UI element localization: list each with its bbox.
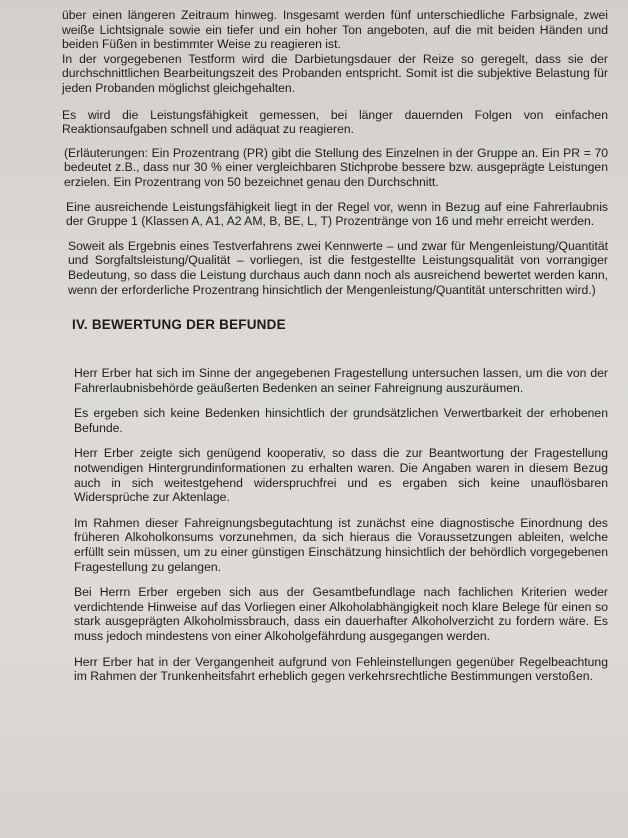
section-paragraph-6: Herr Erber hat in der Vergangenheit aufgrund von Fehleinstellungen gegenüber Regelbeachtung im Rahmen der Trunkenheitsfahrt erheblich gegen verkehrsrechtliche Bestimmungen verstoßen. [74, 654, 608, 684]
section-paragraph-3: Herr Erber zeigte sich genügend kooperativ, so dass die zur Beantwortung der Fragestellung notwendigen Hintergrundinformationen zu erhalten waren. Die Angaben waren in diesem Bezug auch in sich weitestgehend widerspruchfrei und es ergaben sich keine unauflösbaren Widersprüche zur Aktenlage. [74, 446, 608, 505]
explanation-paragraph: (Erläuterungen: Ein Prozentrang (PR) gibt die Stellung des Einzelnen in der Gruppe an. Ein PR = 70 bedeutet z.B., dass nur 30 % einer vergleichbaren Stichprobe bessere bzw. ausgeprägte Leistungen erzielen. Ein Prozentrang von 50 bezeichnet genau den Durchschnitt. [64, 145, 608, 189]
intro-testform-text: In der vorgegebenen Testform wird die Darbietungsdauer der Reize so geregelt, dass sie der durchschnittlichen Bearbeitungszeit des Probanden entspricht. Somit ist die subjektive Belastung für jeden Probanden möglichst gleichgehalten. [62, 51, 608, 95]
two-values-paragraph: Soweit als Ergebnis eines Testverfahrens zwei Kennwerte – und zwar für Mengenleistung/Quantität und Sorgfaltsleistung/Qualität – vorliegen, ist die festgestellte Leistungsqualität von vorrangiger Bedeutung, so dass die Leistung durchaus auch dann noch als ausreichend bewertet werden kann, wenn der erforderliche Prozentrang hinsichtlich der Mengenleistung/Quantität unterschritten wird.) [68, 238, 608, 297]
section-heading: IV. BEWERTUNG DER BEFUNDE [72, 317, 286, 333]
section-paragraph-1: Herr Erber hat sich im Sinne der angegebenen Fragestellung untersuchen lassen, um die von der Fahrerlaubnisbehörde geäußerten Bedenken an seiner Fahreignung auszuräumen. [74, 366, 608, 395]
section-paragraph-2: Es ergeben sich keine Bedenken hinsichtlich der grundsätzlichen Verwertbarkeit der erhobenen Befunde. [74, 406, 608, 435]
intro-signals-text: über einen längeren Zeitraum hinweg. Insgesamt werden fünf unterschiedliche Farbsignale, zwei weiße Lichtsignale sowie ein tiefer und ein hoher Ton angeboten, auf die mit beiden Händen und beiden Füßen in bestimmter Weise zu reagieren ist. [62, 8, 608, 52]
intro-paragraph [62, 8, 608, 96]
measurement-paragraph: Es wird die Leistungsfähigkeit gemessen, bei länger dauernden Folgen von einfachen Reaktionsaufgaben schnell und adäquat zu reagieren. [62, 107, 608, 137]
section-paragraph-4: Im Rahmen dieser Fahreignungsbegutachtung ist zunächst eine diagnostische Einordnung des früheren Alkoholkonsums vorzunehmen, da sich hieraus die Voraussetzungen ableiten, welche erfüllt sein müssen, um zu einer günstigen Einschätzung hinsichtlich der behördlich vorgegebenen Fragestellung zu gelangen. [74, 515, 608, 574]
section-body [62, 366, 608, 684]
section-paragraph-5: Bei Herrn Erber ergeben sich aus der Gesamtbefundlage nach fachlichen Kriterien weder verdichtende Hinweise auf das Vorliegen einer Alkoholabhängigkeit noch klare Belege für einen so stark ausgeprägten Alkoholmissbrauch, dass ein dauerhafter Alkoholverzicht zu fordern wäre. Es muss jedoch mindestens von einer Alkoholgefährdung ausgegangen werden. [74, 585, 608, 643]
sufficient-performance-paragraph: Eine ausreichende Leistungsfähigkeit liegt in der Regel vor, wenn in Bezug auf eine Fahrerlaubnis der Gruppe 1 (Klassen A, A1, A2 AM, B, BE, L, T) Prozentränge von 16 und mehr erreicht werden. [66, 199, 608, 229]
